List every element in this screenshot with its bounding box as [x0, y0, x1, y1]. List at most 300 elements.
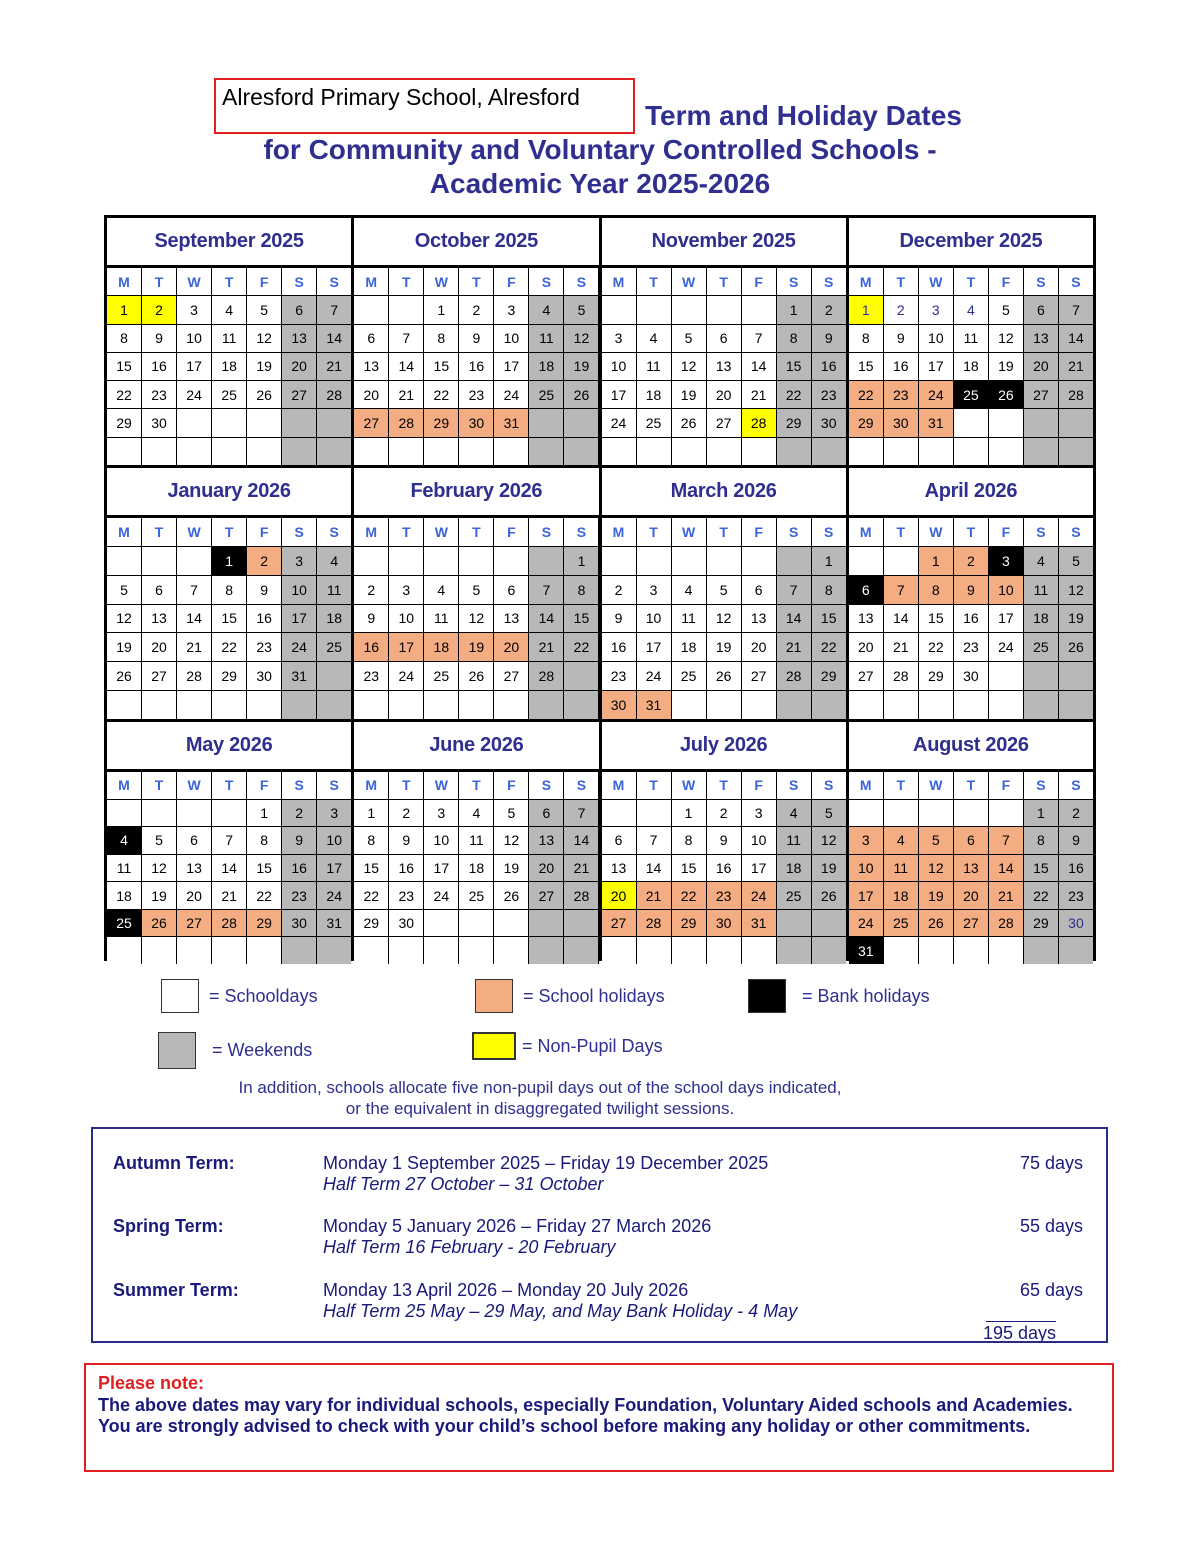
day-cell: 15	[354, 855, 388, 882]
empty-cell	[107, 547, 141, 575]
day-cell: 17	[989, 605, 1023, 633]
day-cell: 17	[637, 633, 671, 661]
notice-body	[98, 1395, 1098, 1437]
weekday-header: T	[707, 268, 741, 295]
month-block	[354, 218, 598, 465]
empty-cell	[777, 937, 811, 964]
empty-cell	[142, 438, 176, 465]
day-cell: 6	[602, 827, 636, 854]
weekday-header: W	[424, 772, 458, 799]
day-cell: 28	[317, 381, 351, 408]
day-cell: 25	[777, 882, 811, 909]
month-block	[354, 468, 598, 719]
empty-cell	[282, 438, 316, 465]
day-cell: 5	[494, 800, 528, 827]
empty-cell	[707, 296, 741, 323]
weekday-header: M	[354, 772, 388, 799]
day-cell: 21	[389, 381, 423, 408]
empty-cell	[564, 910, 598, 937]
empty-cell	[494, 691, 528, 719]
empty-cell	[989, 409, 1023, 436]
month-block	[602, 218, 846, 465]
day-cell: 13	[142, 605, 176, 633]
day-cell: 4	[672, 576, 706, 604]
day-cell: 20	[177, 882, 211, 909]
empty-cell	[884, 547, 918, 575]
day-cell: 12	[247, 325, 281, 352]
empty-cell	[459, 547, 493, 575]
day-cell: 12	[989, 325, 1023, 352]
day-cell: 22	[672, 882, 706, 909]
day-cell: 25	[1024, 633, 1058, 661]
day-cell: 27	[742, 662, 776, 690]
month-name: April 2026	[849, 468, 1093, 518]
weekday-header: S	[282, 518, 316, 546]
day-cell: 9	[812, 325, 846, 352]
month-name: July 2026	[602, 722, 846, 772]
day-cell: 28	[529, 662, 563, 690]
month-name: January 2026	[107, 468, 351, 518]
day-cell: 5	[107, 576, 141, 604]
weekday-header: T	[142, 518, 176, 546]
day-cell: 9	[282, 827, 316, 854]
empty-cell	[177, 937, 211, 964]
term-name: Summer Term:	[113, 1280, 239, 1300]
empty-cell	[247, 691, 281, 719]
empty-cell	[777, 547, 811, 575]
day-cell: 8	[672, 827, 706, 854]
day-cell: 2	[142, 296, 176, 323]
month-block	[849, 722, 1093, 964]
day-cell: 2	[954, 547, 988, 575]
empty-cell	[494, 547, 528, 575]
day-cell: 10	[389, 605, 423, 633]
day-cell: 27	[494, 662, 528, 690]
day-cell: 31	[282, 662, 316, 690]
month-grid	[849, 268, 1093, 465]
day-cell: 12	[459, 605, 493, 633]
day-cell: 16	[1059, 855, 1093, 882]
empty-cell	[637, 800, 671, 827]
weekday-header: W	[177, 268, 211, 295]
day-cell: 5	[707, 576, 741, 604]
weekday-header: S	[564, 268, 598, 295]
day-cell: 18	[529, 353, 563, 380]
please-note-box	[84, 1363, 1114, 1472]
day-cell: 20	[849, 633, 883, 661]
day-cell: 10	[989, 576, 1023, 604]
legend-school-holidays	[475, 979, 665, 1013]
school-holidays-swatch	[475, 979, 513, 1013]
day-cell: 8	[354, 827, 388, 854]
legend-non-pupil-days-label: = Non-Pupil Days	[522, 1035, 663, 1056]
empty-cell	[529, 547, 563, 575]
day-cell: 25	[954, 381, 988, 408]
day-cell: 24	[919, 381, 953, 408]
day-cell: 22	[107, 381, 141, 408]
day-cell: 28	[177, 662, 211, 690]
empty-cell	[742, 937, 776, 964]
day-cell: 22	[564, 633, 598, 661]
day-cell: 19	[247, 353, 281, 380]
empty-cell	[107, 800, 141, 827]
day-cell: 31	[742, 910, 776, 937]
month-grid	[354, 268, 598, 465]
day-cell: 10	[177, 325, 211, 352]
day-cell: 2	[602, 576, 636, 604]
month-block	[602, 468, 846, 719]
empty-cell	[742, 296, 776, 323]
day-cell: 16	[459, 353, 493, 380]
empty-cell	[1059, 438, 1093, 465]
day-cell: 16	[354, 633, 388, 661]
month-grid	[107, 518, 351, 719]
empty-cell	[317, 937, 351, 964]
notice-heading: Please note:	[98, 1373, 205, 1393]
empty-cell	[389, 691, 423, 719]
empty-cell	[707, 691, 741, 719]
month-name: February 2026	[354, 468, 598, 518]
empty-cell	[564, 438, 598, 465]
month-block	[602, 722, 846, 964]
day-cell: 20	[742, 633, 776, 661]
day-cell: 27	[142, 662, 176, 690]
day-cell: 15	[564, 605, 598, 633]
empty-cell	[637, 296, 671, 323]
empty-cell	[529, 937, 563, 964]
day-cell: 16	[707, 855, 741, 882]
day-cell: 18	[777, 855, 811, 882]
day-cell: 13	[849, 605, 883, 633]
day-cell: 12	[1059, 576, 1093, 604]
day-cell: 7	[1059, 296, 1093, 323]
day-cell: 29	[354, 910, 388, 937]
day-cell: 15	[107, 353, 141, 380]
empty-cell	[177, 691, 211, 719]
day-cell: 26	[672, 409, 706, 436]
weekday-header: S	[529, 268, 563, 295]
day-cell: 6	[142, 576, 176, 604]
day-cell: 17	[494, 353, 528, 380]
empty-cell	[777, 691, 811, 719]
empty-cell	[1024, 937, 1058, 964]
term-autumn	[113, 1153, 1083, 1203]
month-name: March 2026	[602, 468, 846, 518]
day-cell: 24	[742, 882, 776, 909]
weekday-header: F	[989, 772, 1023, 799]
day-cell: 21	[637, 882, 671, 909]
empty-cell	[672, 547, 706, 575]
day-cell: 18	[884, 882, 918, 909]
legend-bank-holidays-label: = Bank holidays	[802, 985, 930, 1006]
empty-cell	[529, 691, 563, 719]
day-cell: 16	[954, 605, 988, 633]
empty-cell	[282, 937, 316, 964]
day-cell: 26	[707, 662, 741, 690]
term-name: Autumn Term:	[113, 1153, 235, 1173]
day-cell: 11	[459, 827, 493, 854]
month-grid	[602, 772, 846, 964]
term-summer	[113, 1280, 1083, 1330]
month-name: November 2025	[602, 218, 846, 268]
empty-cell	[494, 910, 528, 937]
day-cell: 27	[602, 910, 636, 937]
day-cell: 10	[602, 353, 636, 380]
empty-cell	[989, 438, 1023, 465]
empty-cell	[459, 691, 493, 719]
day-cell: 21	[177, 633, 211, 661]
day-cell: 23	[247, 633, 281, 661]
day-cell: 11	[107, 855, 141, 882]
day-cell: 10	[849, 855, 883, 882]
term-days: 65 days	[1019, 1280, 1083, 1300]
day-cell: 4	[529, 296, 563, 323]
empty-cell	[602, 800, 636, 827]
day-cell: 20	[529, 855, 563, 882]
empty-cell	[282, 691, 316, 719]
day-cell: 5	[672, 325, 706, 352]
day-cell: 29	[777, 409, 811, 436]
day-cell: 7	[742, 325, 776, 352]
day-cell: 17	[317, 855, 351, 882]
month-block	[107, 218, 351, 465]
term-days: 55 days	[1019, 1216, 1083, 1236]
weekday-header: W	[672, 518, 706, 546]
day-cell: 5	[1059, 547, 1093, 575]
empty-cell	[529, 409, 563, 436]
day-cell: 22	[1024, 882, 1058, 909]
weekday-header: S	[282, 772, 316, 799]
empty-cell	[424, 547, 458, 575]
weekday-header: W	[177, 772, 211, 799]
weekday-header: S	[777, 518, 811, 546]
day-cell: 13	[282, 325, 316, 352]
day-cell: 19	[919, 882, 953, 909]
weekday-header: M	[849, 772, 883, 799]
day-cell: 14	[989, 855, 1023, 882]
day-cell: 13	[1024, 325, 1058, 352]
empty-cell	[989, 937, 1023, 964]
weekday-header: T	[389, 772, 423, 799]
day-cell: 17	[919, 353, 953, 380]
empty-cell	[564, 691, 598, 719]
empty-cell	[247, 409, 281, 436]
day-cell: 15	[812, 605, 846, 633]
day-cell: 11	[317, 576, 351, 604]
weekday-header: S	[564, 518, 598, 546]
month-grid	[354, 518, 598, 719]
empty-cell	[354, 937, 388, 964]
day-cell: 8	[777, 325, 811, 352]
day-cell: 23	[812, 381, 846, 408]
empty-cell	[1059, 691, 1093, 719]
day-cell: 2	[1059, 800, 1093, 827]
weekday-header: T	[954, 772, 988, 799]
weekday-header: S	[1024, 518, 1058, 546]
day-cell: 11	[954, 325, 988, 352]
day-cell: 10	[317, 827, 351, 854]
day-cell: 12	[107, 605, 141, 633]
day-cell: 31	[919, 409, 953, 436]
schooldays-swatch	[161, 979, 199, 1013]
day-cell: 10	[637, 605, 671, 633]
month-name: October 2025	[354, 218, 598, 268]
empty-cell	[389, 438, 423, 465]
weekday-header: W	[919, 268, 953, 295]
weekday-header: W	[672, 772, 706, 799]
day-cell: 28	[742, 409, 776, 436]
weekday-header: F	[494, 518, 528, 546]
empty-cell	[107, 691, 141, 719]
weekday-header: T	[707, 518, 741, 546]
weekday-header: M	[849, 268, 883, 295]
day-cell: 20	[602, 882, 636, 909]
weekday-header: S	[777, 268, 811, 295]
empty-cell	[919, 937, 953, 964]
day-cell: 14	[637, 855, 671, 882]
day-cell: 14	[389, 353, 423, 380]
day-cell: 6	[529, 800, 563, 827]
day-cell: 5	[812, 800, 846, 827]
month-block	[107, 722, 351, 964]
day-cell: 3	[424, 800, 458, 827]
day-cell: 31	[317, 910, 351, 937]
day-cell: 2	[282, 800, 316, 827]
day-cell: 15	[849, 353, 883, 380]
empty-cell	[602, 438, 636, 465]
day-cell: 13	[707, 353, 741, 380]
weekday-header: S	[1059, 268, 1093, 295]
day-cell: 8	[812, 576, 846, 604]
day-cell: 17	[424, 855, 458, 882]
day-cell: 23	[142, 381, 176, 408]
day-cell: 14	[317, 325, 351, 352]
day-cell: 3	[989, 547, 1023, 575]
empty-cell	[637, 547, 671, 575]
legend-bank-holidays	[748, 979, 930, 1013]
day-cell: 9	[1059, 827, 1093, 854]
day-cell: 19	[142, 882, 176, 909]
day-cell: 3	[282, 547, 316, 575]
day-cell: 24	[989, 633, 1023, 661]
empty-cell	[672, 438, 706, 465]
day-cell: 25	[424, 662, 458, 690]
day-cell: 1	[672, 800, 706, 827]
total-days: 195 days	[982, 1323, 1056, 1343]
weekday-header: T	[637, 772, 671, 799]
day-cell: 13	[954, 855, 988, 882]
empty-cell	[142, 547, 176, 575]
weekday-header: T	[459, 268, 493, 295]
day-cell: 11	[424, 605, 458, 633]
day-cell: 29	[812, 662, 846, 690]
empty-cell	[564, 409, 598, 436]
day-cell: 26	[459, 662, 493, 690]
empty-cell	[317, 662, 351, 690]
weekday-header: T	[142, 772, 176, 799]
day-cell: 24	[849, 910, 883, 937]
day-cell: 30	[602, 691, 636, 719]
day-cell: 29	[1024, 910, 1058, 937]
day-cell: 5	[247, 296, 281, 323]
day-cell: 3	[742, 800, 776, 827]
weekday-header: F	[742, 518, 776, 546]
weekday-header: F	[494, 772, 528, 799]
weekday-header: T	[637, 268, 671, 295]
day-cell: 6	[494, 576, 528, 604]
legend-weekends	[158, 1032, 312, 1069]
day-cell: 10	[282, 576, 316, 604]
empty-cell	[707, 937, 741, 964]
day-cell: 7	[177, 576, 211, 604]
empty-cell	[177, 547, 211, 575]
month-grid	[849, 772, 1093, 964]
empty-cell	[212, 438, 246, 465]
day-cell: 9	[459, 325, 493, 352]
empty-cell	[602, 296, 636, 323]
day-cell: 11	[637, 353, 671, 380]
empty-cell	[317, 438, 351, 465]
day-cell: 2	[247, 547, 281, 575]
legend-school-holidays-label: = School holidays	[523, 985, 665, 1006]
empty-cell	[1024, 409, 1058, 436]
empty-cell	[672, 937, 706, 964]
day-cell: 24	[177, 381, 211, 408]
empty-cell	[459, 910, 493, 937]
day-cell: 16	[282, 855, 316, 882]
day-cell: 13	[494, 605, 528, 633]
weekday-header: S	[529, 772, 563, 799]
day-cell: 4	[317, 547, 351, 575]
day-cell: 1	[919, 547, 953, 575]
day-cell: 4	[884, 827, 918, 854]
day-cell: 28	[777, 662, 811, 690]
day-cell: 5	[989, 296, 1023, 323]
day-cell: 3	[494, 296, 528, 323]
day-cell: 21	[742, 381, 776, 408]
day-cell: 16	[389, 855, 423, 882]
weekday-header: T	[212, 518, 246, 546]
weekday-header: W	[424, 518, 458, 546]
weekday-header: M	[602, 518, 636, 546]
day-cell: 21	[884, 633, 918, 661]
day-cell: 9	[354, 605, 388, 633]
weekday-header: F	[989, 518, 1023, 546]
empty-cell	[954, 800, 988, 827]
empty-cell	[884, 937, 918, 964]
weekday-header: T	[459, 518, 493, 546]
weekday-header: S	[1024, 268, 1058, 295]
day-cell: 22	[354, 882, 388, 909]
day-cell: 31	[849, 937, 883, 964]
day-cell: 11	[777, 827, 811, 854]
day-cell: 18	[424, 633, 458, 661]
term-name: Spring Term:	[113, 1216, 224, 1236]
empty-cell	[177, 800, 211, 827]
day-cell: 19	[812, 855, 846, 882]
day-cell: 21	[212, 882, 246, 909]
day-cell: 12	[672, 353, 706, 380]
day-cell: 4	[459, 800, 493, 827]
legend-non-pupil-days	[472, 1032, 663, 1060]
day-cell: 9	[389, 827, 423, 854]
weekday-header: S	[282, 268, 316, 295]
day-cell: 13	[602, 855, 636, 882]
empty-cell	[812, 438, 846, 465]
day-cell: 26	[919, 910, 953, 937]
notice-line-1: The above dates may vary for individual schools, especially Foundation, Voluntary Aided schools and Academies.	[98, 1395, 1073, 1415]
day-cell: 13	[742, 605, 776, 633]
